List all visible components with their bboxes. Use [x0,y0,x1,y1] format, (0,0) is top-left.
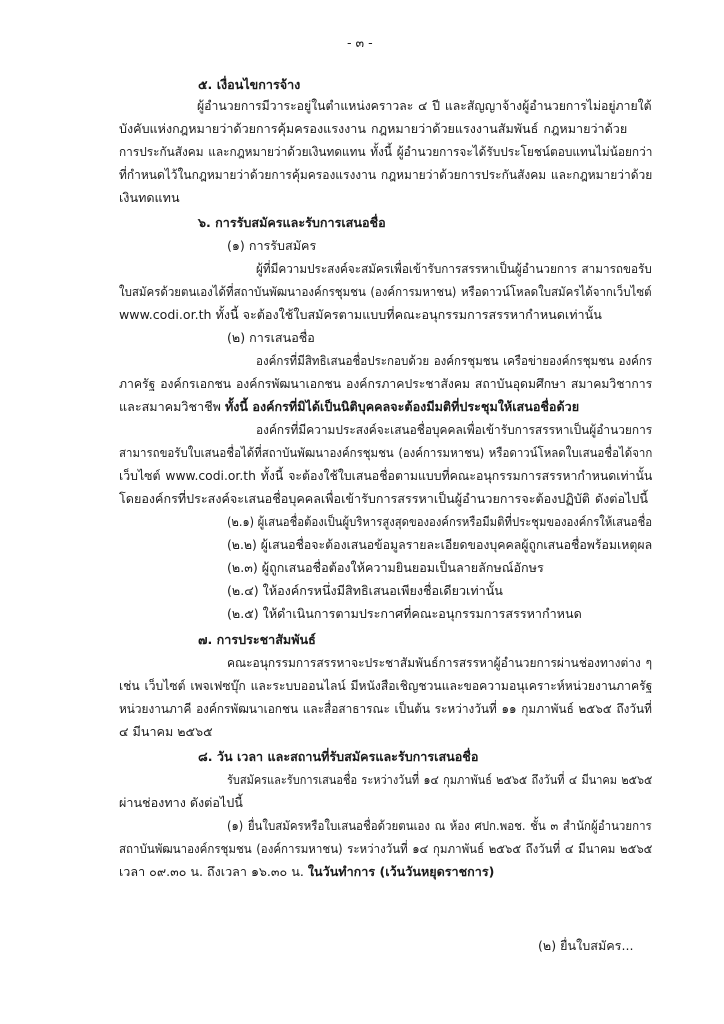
page-number: - ๓ - [347,35,373,50]
section-8-heading: ๘. วัน เวลา และสถานที่รับสมัครและรับการเสนอชื่อ [198,749,479,764]
paragraph-line: องค์กรที่มีความประสงค์จะเสนอชื่อบุคคลเพื่อเข้ารับการสรรหาเป็นผู้อำนวยการ [256,422,653,437]
paragraph-line: ใบสมัครด้วยตนเองได้ที่สถาบันพัฒนาองค์กรชุมชน (องค์การมหาชน) หรือดาวน์โหลดใบสมัครได้จากเว็บไซต์ [119,284,652,299]
paragraph-line: ผ่านช่องทาง ดังต่อไปนี้ [119,795,243,810]
condition-item: (๒.๑) ผู้เสนอชื่อต้องเป็นผู้บริหารสูงสุดขององค์กรหรือมีมติที่ประชุมขององค์กรให้เสนอชื่อ [227,514,653,529]
paragraph-line [119,397,579,417]
paragraph-line: เช่น เว็บไซต์ เพจเฟซบุ๊ก และระบบออนไลน์ มีหนังสือเชิญชวนและขอความอนุเคราะห์หน่วยงานภาครัฐ [119,678,653,693]
paragraph-line [119,862,494,882]
subsection-title: (๒) การเสนอชื่อ [227,330,315,345]
paragraph-line: หน่วยงานภาคี องค์กรพัฒนาเอกชน และสื่อสาธารณะ เป็นต้น ระหว่างวันที่ ๑๑ กุมภาพันธ์ ๒๕๖๕ ถึงวันที่ [119,701,652,716]
paragraph-line: www.codi.or.th ทั้งนี้ จะต้องใช้ใบสมัครตามแบบที่คณะอนุกรรมการสรรหากำหนดเท่านั้น [119,307,602,322]
paragraph-line: เว็บไซต์ www.codi.or.th ทั้งนี้ จะต้องใช้ใบเสนอชื่อตามแบบที่คณะอนุกรรมการสรรหากำหนดเท่านั้น [119,468,653,483]
condition-item: (๒.๔) ให้องค์กรหนึ่งมีสิทธิเสนอเพียงชื่อเดียวเท่านั้น [227,583,503,598]
section-7-heading: ๗. การประชาสัมพันธ์ [198,632,316,647]
paragraph-line: ผู้อำนวยการมีวาระอยู่ในตำแหน่งคราวละ ๔ ปี และสัญญาจ้างผู้อำนวยการไม่อยู่ภายใต้ [197,98,652,113]
paragraph-line: สถาบันพัฒนาองค์กรชุมชน (องค์การมหาชน) ระหว่างวันที่ ๑๔ กุมภาพันธ์ ๒๕๖๕ ถึงวันที่ ๔ มีนาคม ๒๕๖๕ [119,841,653,856]
paragraph-line: เงินทดแทน [119,190,180,205]
paragraph-line: ผู้ที่มีความประสงค์จะสมัครเพื่อเข้ารับการสรรหาเป็นผู้อำนวยการ สามารถขอรับ [256,261,652,276]
paragraph-line: คณะอนุกรรมการสรรหาจะประชาสัมพันธ์การสรรหาผู้อำนวยการผ่านช่องทางต่าง ๆ [227,655,653,670]
paragraph-line: บังคับแห่งกฎหมายว่าด้วยการคุ้มครองแรงงาน กฎหมายว่าด้วยแรงงานสัมพันธ์ กฎหมายว่าด้วย [119,121,628,136]
normal-text: และสมาคมวิชาชีพ [119,399,225,414]
condition-item: (๒.๓) ผู้ถูกเสนอชื่อต้องให้ความยินยอมเป็นลายลักษณ์อักษร [227,560,544,575]
normal-text: เวลา ๐๙.๓๐ น. ถึงเวลา ๑๖.๓๐ น. [119,864,308,879]
condition-item: (๒.๒) ผู้เสนอชื่อจะต้องเสนอข้อมูลรายละเอียดของบุคคลผู้ถูกเสนอชื่อพร้อมเหตุผล [227,537,653,552]
paragraph-line: รับสมัครและรับการเสนอชื่อ ระหว่างวันที่ ๑๔ กุมภาพันธ์ ๒๕๖๕ ถึงวันที่ ๔ มีนาคม ๒๕๖๕ [227,772,653,787]
continuation-note: (๒) ยื่นใบสมัคร... [538,938,634,953]
paragraph-line: ๔ มีนาคม ๒๕๖๕ [119,724,213,739]
paragraph-line: องค์กรที่มีสิทธิเสนอชื่อประกอบด้วย องค์กรชุมชน เครือข่ายองค์กรชุมชน องค์กร [256,353,653,368]
paragraph-line: สามารถขอรับใบเสนอชื่อได้ที่สถาบันพัฒนาองค์กรชุมชน (องค์การมหาชน) หรือดาวน์โหลดใบเสนอชื่อได้จาก [119,445,653,460]
paragraph-line: การประกันสังคม และกฎหมายว่าด้วยเงินทดแทน ทั้งนี้ ผู้อำนวยการจะได้รับประโยชน์ตอบแทนไม่น้อยกว่า [119,144,653,159]
condition-item: (๒.๕) ให้ดำเนินการตามประกาศที่คณะอนุกรรมการสรรหากำหนด [227,606,582,621]
section-6-heading: ๖. การรับสมัครและรับการเสนอชื่อ [198,215,386,230]
section-5-heading: ๕. เงื่อนไขการจ้าง [198,77,301,92]
paragraph-line: (๑) ยื่นใบสมัครหรือใบเสนอชื่อด้วยตนเอง ณ ห้อง ศปก.พอช. ชั้น ๓ สำนักผู้อำนวยการ [227,818,652,833]
bold-text: ทั้งนี้ องค์กรที่มิได้เป็นนิติบุคคลจะต้องมีมติที่ประชุมให้เสนอชื่อด้วย [224,399,580,414]
paragraph-line: ที่กำหนดไว้ในกฎหมายว่าด้วยการคุ้มครองแรงงาน กฎหมายว่าด้วยการประกันสังคม และกฎหมายว่าด้วย [119,167,653,182]
paragraph-line: โดยองค์กรที่ประสงค์จะเสนอชื่อบุคคลเพื่อเข้ารับการสรรหาเป็นผู้อำนวยการจะต้องปฏิบัติ ดังต่อไปนี้ [119,491,648,506]
subsection-title: (๑) การรับสมัคร [227,238,317,253]
paragraph-line: ภาครัฐ องค์กรเอกชน องค์กรพัฒนาเอกชน องค์กรภาคประชาสังคม สถาบันอุดมศึกษา สมาคมวิชาการ [119,376,653,391]
bold-text: ในวันทำการ (เว้นวันหยุดราชการ) [307,864,495,879]
